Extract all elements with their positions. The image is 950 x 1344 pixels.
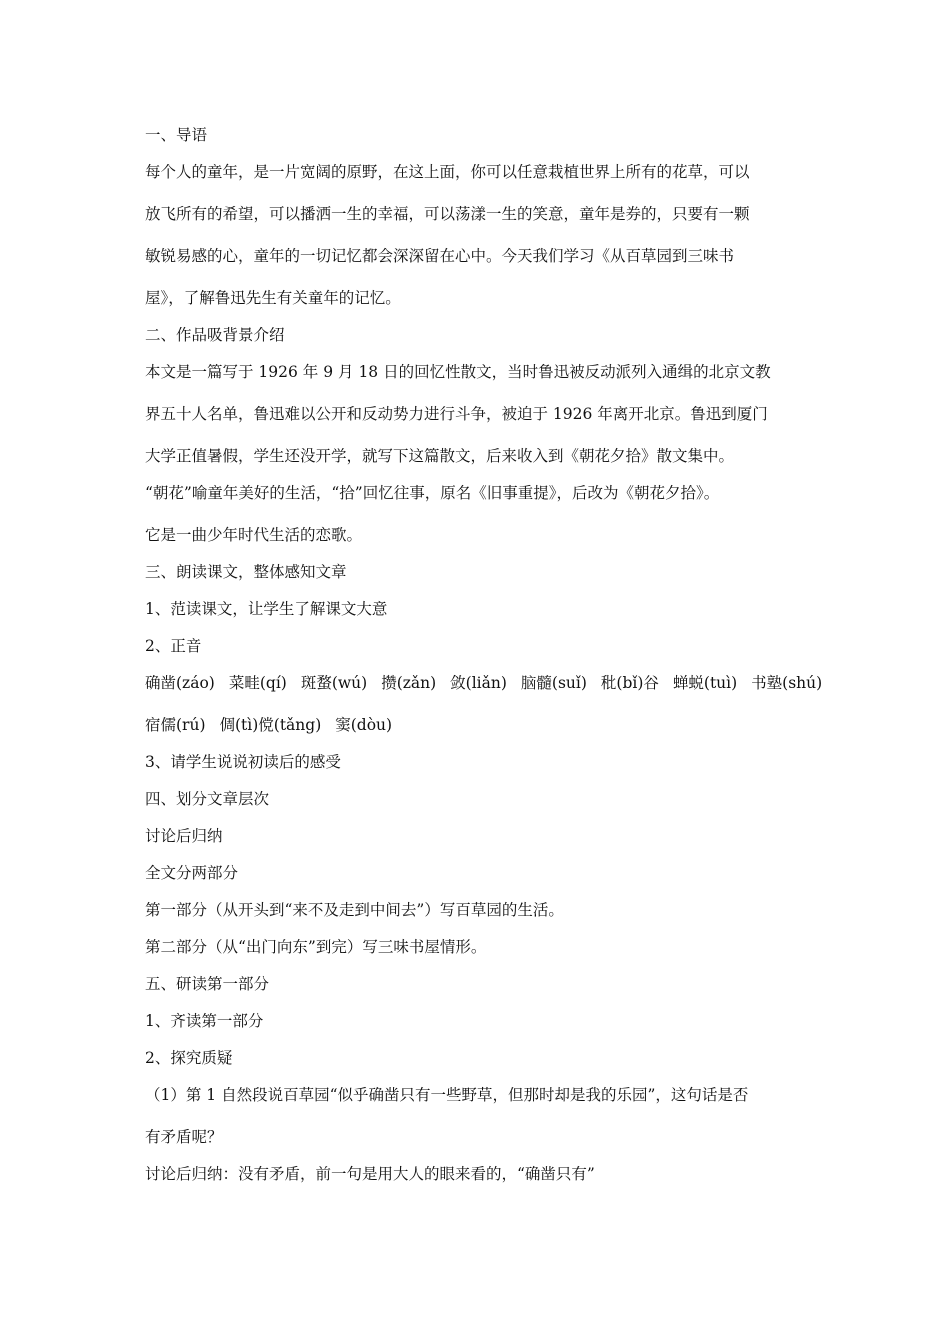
pronunciation-item: 脑髓(suǐ) [520, 674, 587, 692]
paragraph-line: 每个人的童年，是一片宽阔的原野，在这上面，你可以任意栽植世界上所有的花草，可以 [145, 163, 750, 181]
list-item: 2、探究质疑 [145, 1049, 233, 1067]
pronunciation-item: 秕(bǐ)谷 [600, 674, 659, 692]
pronunciation-item: 倜(tì)傥(tǎng) [219, 716, 322, 734]
section-heading-study: 五、研读第一部分 [145, 975, 270, 993]
question-line: 有矛盾呢？ [145, 1128, 223, 1146]
pronunciation-item: 宿儒(rú) [145, 716, 206, 734]
list-item: 2、正音 [145, 637, 202, 655]
section-heading-structure: 四、划分文章层次 [145, 790, 270, 808]
question-line: （1）第 1 自然段说百草园“似乎确凿只有一些野草，但那时却是我的乐园”，这句话是否 [145, 1086, 749, 1104]
paragraph-line: 屋》，了解鲁迅先生有关童年的记忆。 [145, 289, 401, 307]
paragraph-line: 讨论后归纳：没有矛盾，前一句是用大人的眼来看的，“确凿只有” [145, 1165, 595, 1183]
list-item: 1、范读课文，让学生了解课文大意 [145, 600, 388, 618]
paragraph-line: “朝花”喻童年美好的生活，“拾”回忆往事，原名《旧事重提》，后改为《朝花夕拾》。 [145, 484, 720, 502]
pronunciation-item: 斑蝥(wú) [300, 674, 368, 692]
paragraph-line: 放飞所有的希望，可以播洒一生的幸福，可以荡漾一生的笑意，童年是券的，只要有一颗 [145, 205, 750, 223]
pronunciation-item: 攒(zǎn) [381, 674, 437, 692]
document-body [145, 124, 825, 1200]
section-heading-reading: 三、朗读课文，整体感知文章 [145, 563, 347, 581]
paragraph-line: 敏锐易感的心，童年的一切记忆都会深深留在心中。今天我们学习《从百草园到三味书 [145, 247, 735, 265]
paragraph-line: 本文是一篇写于 1926 年 9 月 18 日的回忆性散文，当时鲁迅被反动派列入通缉的北京文教 [145, 363, 771, 381]
pronunciation-item: 书塾(shú) [751, 674, 823, 692]
list-item: 3、请学生说说初读后的感受 [145, 753, 341, 771]
pronunciation-row [145, 714, 825, 736]
pronunciation-row [145, 672, 825, 694]
paragraph-line: 大学正值暑假，学生还没开学，就写下这篇散文，后来收入到《朝花夕拾》散文集中。 [145, 447, 735, 465]
paragraph-line: 全文分两部分 [145, 864, 239, 882]
paragraph-line: 界五十人名单，鲁迅难以公开和反动势力进行斗争，被迫于 1926 年离开北京。鲁迅到厦门 [145, 405, 768, 423]
pronunciation-item: 菜畦(qí) [228, 674, 287, 692]
paragraph-line: 第一部分（从开头到“来不及走到中间去”）写百草园的生活。 [145, 901, 564, 919]
paragraph-line: 第二部分（从“出门向东”到完）写三味书屋情形。 [145, 938, 487, 956]
pronunciation-item: 蝉蜕(tuì) [672, 674, 738, 692]
paragraph-line: 讨论后归纳 [145, 827, 223, 845]
pronunciation-item: 敛(liǎn) [450, 674, 507, 692]
section-heading-intro: 一、导语 [145, 126, 208, 144]
paragraph-line: 它是一曲少年时代生活的恋歌。 [145, 526, 363, 544]
pronunciation-item: 确凿(záo) [145, 674, 215, 692]
pronunciation-item: 窦(dòu) [335, 716, 393, 734]
list-item: 1、齐读第一部分 [145, 1012, 264, 1030]
section-heading-background: 二、作品吸背景介绍 [145, 326, 285, 344]
